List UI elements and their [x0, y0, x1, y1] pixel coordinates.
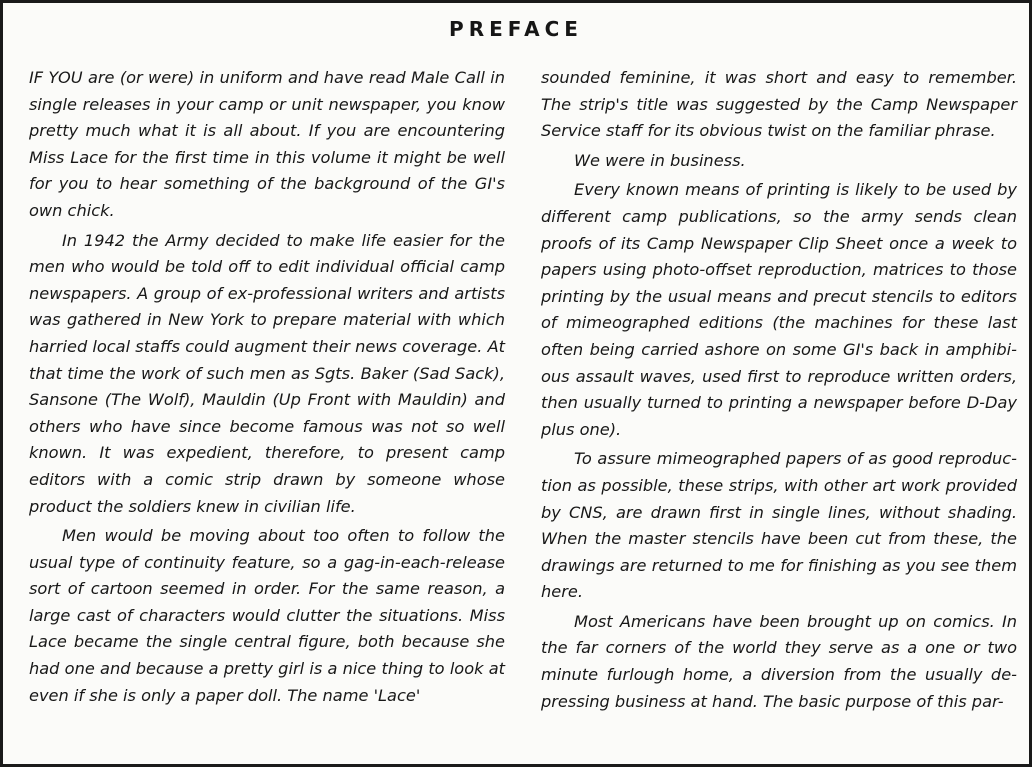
paragraph: We were in business. [574, 150, 746, 170]
left-text-column [29, 65, 505, 712]
paragraph: Men would be moving about too often to follow the usual type of continuity feature, so a gag-in-each-release sort of cartoon seemed in order. For the same reason, a large cast of characters would clutter the situations. Miss Lace became the single central figure, both because she had one and because a pretty girl is a nice thing to look at even if she is only a paper doll. The name 'Lace' [29, 526, 505, 705]
paragraph: IF YOU are (or were) in uniform and have read Male Call in single releases in your camp or unit newspaper, you know pretty much what it is all about. If you are encountering Miss Lace for the first time in this volume it might be well for you to hear something of the background of the GI's own chick. [29, 68, 505, 220]
right-text-column [541, 65, 1017, 718]
paragraph: Most Americans have been brought up on comics. In the far corners of the world they serve as a one or two minute furlough home, a diversion from the usually depressing business at hand. The basic purpose of this par- [541, 611, 1017, 711]
paragraph: sounded feminine, it was short and easy to remember. The strip's title was suggested by the Camp Newspaper Service staff for its obvious twist on the familiar phrase. [541, 68, 1017, 141]
page-title: PREFACE [449, 17, 583, 41]
paragraph: In 1942 the Army decided to make life easier for the men who would be told off to edit individual official camp newspapers. A group of ex-professional writers and artists was gathered in New York to prepare material with which harried local staffs could augment their news coverage. At that time the work of such men as Sgts. Baker (Sad Sack), Sansone (The Wolf), Mauldin (Up Front with Mauldin) and others who have since become famous was not so well known. It was expedient, therefore, to present camp editors with a comic strip drawn by someone whose product the soldiers knew in civilian life. [29, 230, 505, 516]
paragraph: Every known means of printing is likely to be used by different camp publications, so the army sends clean proofs of its Camp Newspaper Clip Sheet once a week to papers using photo-offset reproduction, matrices to those printing by the usual means and precut stencils to editors of mimeographed editions (the machines for these last often being carried ashore on some GI's back in amphibious assault waves, used first to reproduce written orders, then usually turned to printing a newspaper before D-Day plus one). [541, 180, 1017, 439]
paragraph: To assure mimeographed papers of as good reproduction as possible, these strips, with other art work provided by CNS, are drawn first in single lines, without shading. When the master stencils have been cut from these, the drawings are returned to me for finishing as you see them here. [541, 449, 1017, 602]
